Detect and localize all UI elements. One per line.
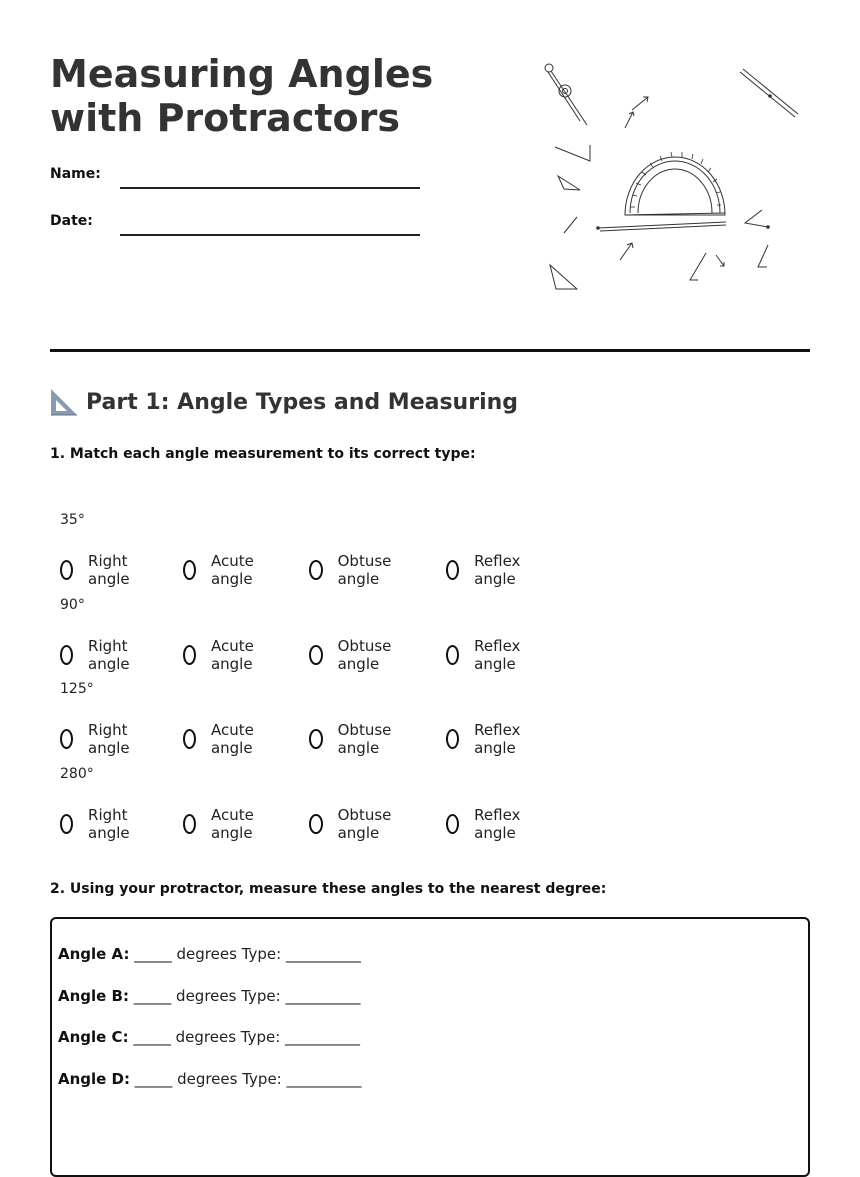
angle-measurement-line [58,987,360,1005]
option-label: Obtuse angle [337,805,392,842]
part1-heading [50,388,518,416]
option-reflex-angle[interactable] [446,806,527,842]
option-label: Obtuse angle [337,721,392,757]
option-acute-angle[interactable] [183,721,261,757]
radio-button[interactable] [446,814,459,834]
angle-value: 35° [60,512,85,528]
option-obtuse-angle[interactable] [309,637,398,673]
option-right-angle[interactable] [60,637,137,673]
option-reflex-angle[interactable] [446,637,527,673]
date-label: Date: [50,213,93,229]
radio-button[interactable] [446,729,459,749]
measurement-blanks[interactable]: _____ degrees Type: __________ [134,1070,362,1088]
option-acute-angle[interactable] [183,637,261,673]
arrow-icon [625,97,648,128]
protractor-illustration [540,55,810,300]
option-label: Reflex angle [474,721,521,757]
radio-button[interactable] [446,560,459,580]
option-label: Reflex angle [474,636,521,673]
radio-button[interactable] [60,560,73,580]
header-divider [50,349,810,352]
angle-label: Angle C: [58,1028,129,1046]
angle-measurement-line [58,1028,360,1046]
option-label: Acute angle [210,552,254,588]
option-label: Right angle [88,721,130,757]
angle-measurement-line [58,1070,362,1088]
radio-button[interactable] [60,814,73,834]
set-square-icon [50,388,78,416]
question-2-prompt: 2. Using your protractor, measure these angles to the nearest degree: [50,881,607,897]
option-label: Obtuse angle [337,636,392,673]
option-label: Acute angle [210,805,254,842]
radio-button[interactable] [183,560,196,580]
radio-button[interactable] [183,729,196,749]
option-right-angle[interactable] [60,806,137,842]
option-label: Right angle [88,552,130,588]
option-obtuse-angle[interactable] [309,721,398,757]
option-label: Right angle [88,636,130,673]
option-label: Reflex angle [474,805,521,842]
measurement-blanks[interactable]: _____ degrees Type: __________ [134,945,361,963]
option-acute-angle[interactable] [183,552,261,588]
option-obtuse-angle[interactable] [309,806,398,842]
option-label: Acute angle [210,721,254,757]
page-title: Measuring Angles with Protractors [50,52,434,140]
name-label: Name: [50,166,101,182]
radio-button[interactable] [60,729,73,749]
option-label: Acute angle [210,636,254,673]
measurement-blanks[interactable]: _____ degrees Type: __________ [133,987,361,1005]
angle-value: 280° [60,765,94,782]
date-input-line[interactable] [120,234,420,236]
option-acute-angle[interactable] [183,806,261,842]
option-reflex-angle[interactable] [446,552,527,588]
radio-button[interactable] [309,814,323,834]
radio-button[interactable] [183,645,196,665]
measurement-blanks[interactable]: _____ degrees Type: __________ [133,1028,361,1046]
radio-button[interactable] [446,645,459,665]
radio-button[interactable] [309,560,323,580]
option-right-angle[interactable] [60,552,137,588]
option-reflex-angle[interactable] [446,721,527,757]
radio-button[interactable] [183,814,196,834]
radio-button[interactable] [309,729,323,749]
angle-value: 125° [60,681,94,697]
angle-label: Angle A: [58,945,130,963]
option-label: Right angle [88,805,130,842]
angle-value: 90° [60,596,85,613]
option-right-angle[interactable] [60,721,137,757]
part1-title: Part 1: Angle Types and Measuring [86,389,519,415]
angle-measurement-line [58,945,361,963]
protractor-icon [597,152,726,231]
angle-label: Angle D: [58,1070,131,1088]
question-1-prompt: 1. Match each angle measurement to its correct type: [50,446,476,462]
option-obtuse-angle[interactable] [309,552,398,588]
ruler-icon [740,69,798,117]
measurement-answer-box [50,917,810,1177]
name-input-line[interactable] [120,187,420,189]
option-label: Reflex angle [474,552,521,588]
option-label: Obtuse angle [337,552,392,588]
compass-icon [545,64,587,125]
radio-button[interactable] [309,645,323,665]
radio-button[interactable] [60,645,73,665]
angle-label: Angle B: [58,987,129,1005]
